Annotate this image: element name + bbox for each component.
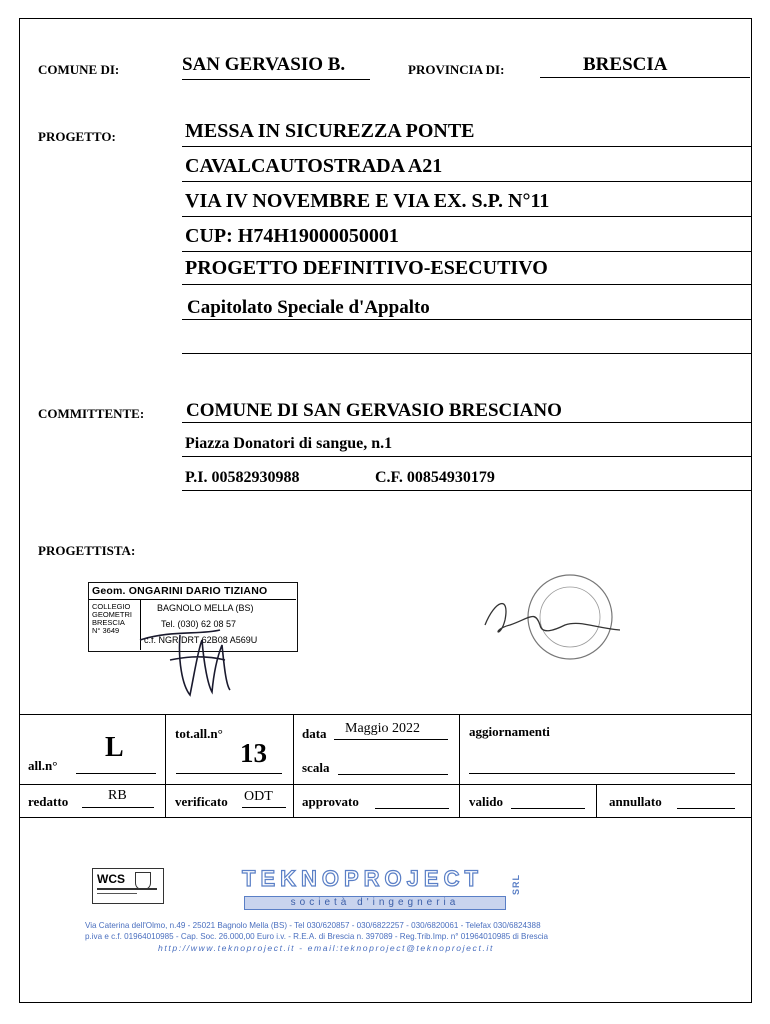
tot-value: 13: [240, 738, 267, 768]
verificato-label: verificato: [175, 794, 228, 809]
committente-cf: C.F. 00854930179: [375, 469, 495, 486]
data-label: data: [302, 726, 327, 741]
signature-left: [130, 600, 290, 710]
stamp-collegio: COLLEGIO GEOMETRI BRESCIA N° 3649: [92, 602, 133, 635]
progetto-line-4: CUP: H74H19000050001: [185, 225, 399, 247]
progettista-label: PROGETTISTA:: [38, 543, 136, 558]
committente-label: COMMITTENTE:: [38, 406, 145, 421]
table-vline-1: [165, 714, 166, 817]
progetto-underline-1: [182, 146, 751, 147]
footer-web[interactable]: http://www.teknoproject.it - email:teknoproject@teknoproject.it: [158, 943, 494, 953]
annullato-label: annullato: [609, 794, 662, 809]
progetto-line-5: PROGETTO DEFINITIVO-ESECUTIVO: [185, 257, 548, 279]
table-bottom-line: [19, 817, 752, 818]
tot-underline: [176, 773, 282, 774]
progetto-underline-5: [182, 284, 751, 285]
valido-label: valido: [469, 794, 503, 809]
approvato-underline: [375, 808, 449, 809]
approvato-label: approvato: [302, 794, 359, 809]
aggiornamenti-label: aggiornamenti: [469, 724, 550, 739]
progetto-line-3: VIA IV NOVEMBRE E VIA EX. S.P. N°11: [185, 190, 550, 212]
data-value: Maggio 2022: [345, 721, 421, 736]
seal-signature-right: [470, 570, 640, 670]
table-vline-4: [596, 784, 597, 817]
comune-label: COMUNE DI:: [38, 62, 120, 77]
aggiornamenti-underline: [469, 773, 735, 774]
stamp-name: Geom. ONGARINI DARIO TIZIANO: [92, 585, 268, 597]
progetto-underline-4: [182, 251, 751, 252]
committente-address: Piazza Donatori di sangue, n.1: [185, 435, 393, 452]
committente-underline-2: [182, 456, 751, 457]
table-vline-2: [293, 714, 294, 817]
progetto-underline-2: [182, 181, 751, 182]
progetto-underline-7: [182, 353, 751, 354]
provincia-underline: [540, 77, 750, 78]
committente-underline-1: [182, 422, 751, 423]
table-top-line: [19, 714, 752, 715]
progetto-label: PROGETTO:: [38, 129, 116, 144]
valido-underline: [511, 808, 585, 809]
all-label: all.n°: [28, 758, 58, 773]
footer-address-1: Via Caterina dell'Olmo, n.49 - 25021 Bagnolo Mella (BS) - Tel 030/620857 - 030/6822257 - 030/6820061 - Telefax 030/6824388: [85, 921, 541, 930]
all-underline: [76, 773, 156, 774]
progetto-underline-3: [182, 216, 751, 217]
company-name: TEKNOPROJECT: [242, 866, 483, 891]
verificato-value: ODT: [244, 789, 273, 804]
table-mid-line: [19, 784, 752, 785]
comune-underline: [182, 79, 370, 80]
redatto-value: RB: [108, 788, 127, 803]
tot-label: tot.all.n°: [175, 726, 223, 741]
comune-value: SAN GERVASIO B.: [182, 54, 346, 75]
progetto-line-2: CAVALCAUTOSTRADA A21: [185, 155, 443, 177]
committente-pi: P.I. 00582930988: [185, 469, 300, 486]
footer-address-2: p.iva e c.f. 01964010985 - Cap. Soc. 26.000,00 Euro i.v. - R.E.A. di Brescia n. 397089 - Reg.Trib.Imp. n° 01964010985 di Brescia: [85, 932, 549, 941]
committente-name: COMUNE DI SAN GERVASIO BRESCIANO: [186, 400, 562, 421]
provincia-label: PROVINCIA DI:: [408, 62, 505, 77]
table-vline-3: [459, 714, 460, 817]
stamp-tel: Tel. (030) 62 08 57: [161, 619, 237, 629]
stamp-cf: c.f. NGR DRT 62B08 A569U: [144, 635, 258, 645]
company-srl: SRL: [511, 874, 521, 895]
verificato-underline: [242, 807, 286, 808]
scala-underline: [338, 774, 448, 775]
redatto-underline: [82, 807, 154, 808]
committente-underline-3: [182, 490, 751, 491]
provincia-value: BRESCIA: [583, 54, 668, 75]
redatto-label: redatto: [28, 794, 69, 809]
data-underline: [334, 739, 448, 740]
scala-label: scala: [302, 760, 330, 775]
progetto-underline-6: [182, 319, 751, 320]
company-tagline: società d'ingegneria: [244, 896, 506, 910]
all-value: L: [105, 732, 124, 763]
certification-logo: WCS: [92, 868, 164, 904]
stamp-city: BAGNOLO MELLA (BS): [157, 603, 254, 613]
progetto-line-1: MESSA IN SICUREZZA PONTE: [185, 120, 475, 142]
annullato-underline: [677, 808, 735, 809]
progetto-line-6: Capitolato Speciale d'Appalto: [187, 297, 430, 318]
